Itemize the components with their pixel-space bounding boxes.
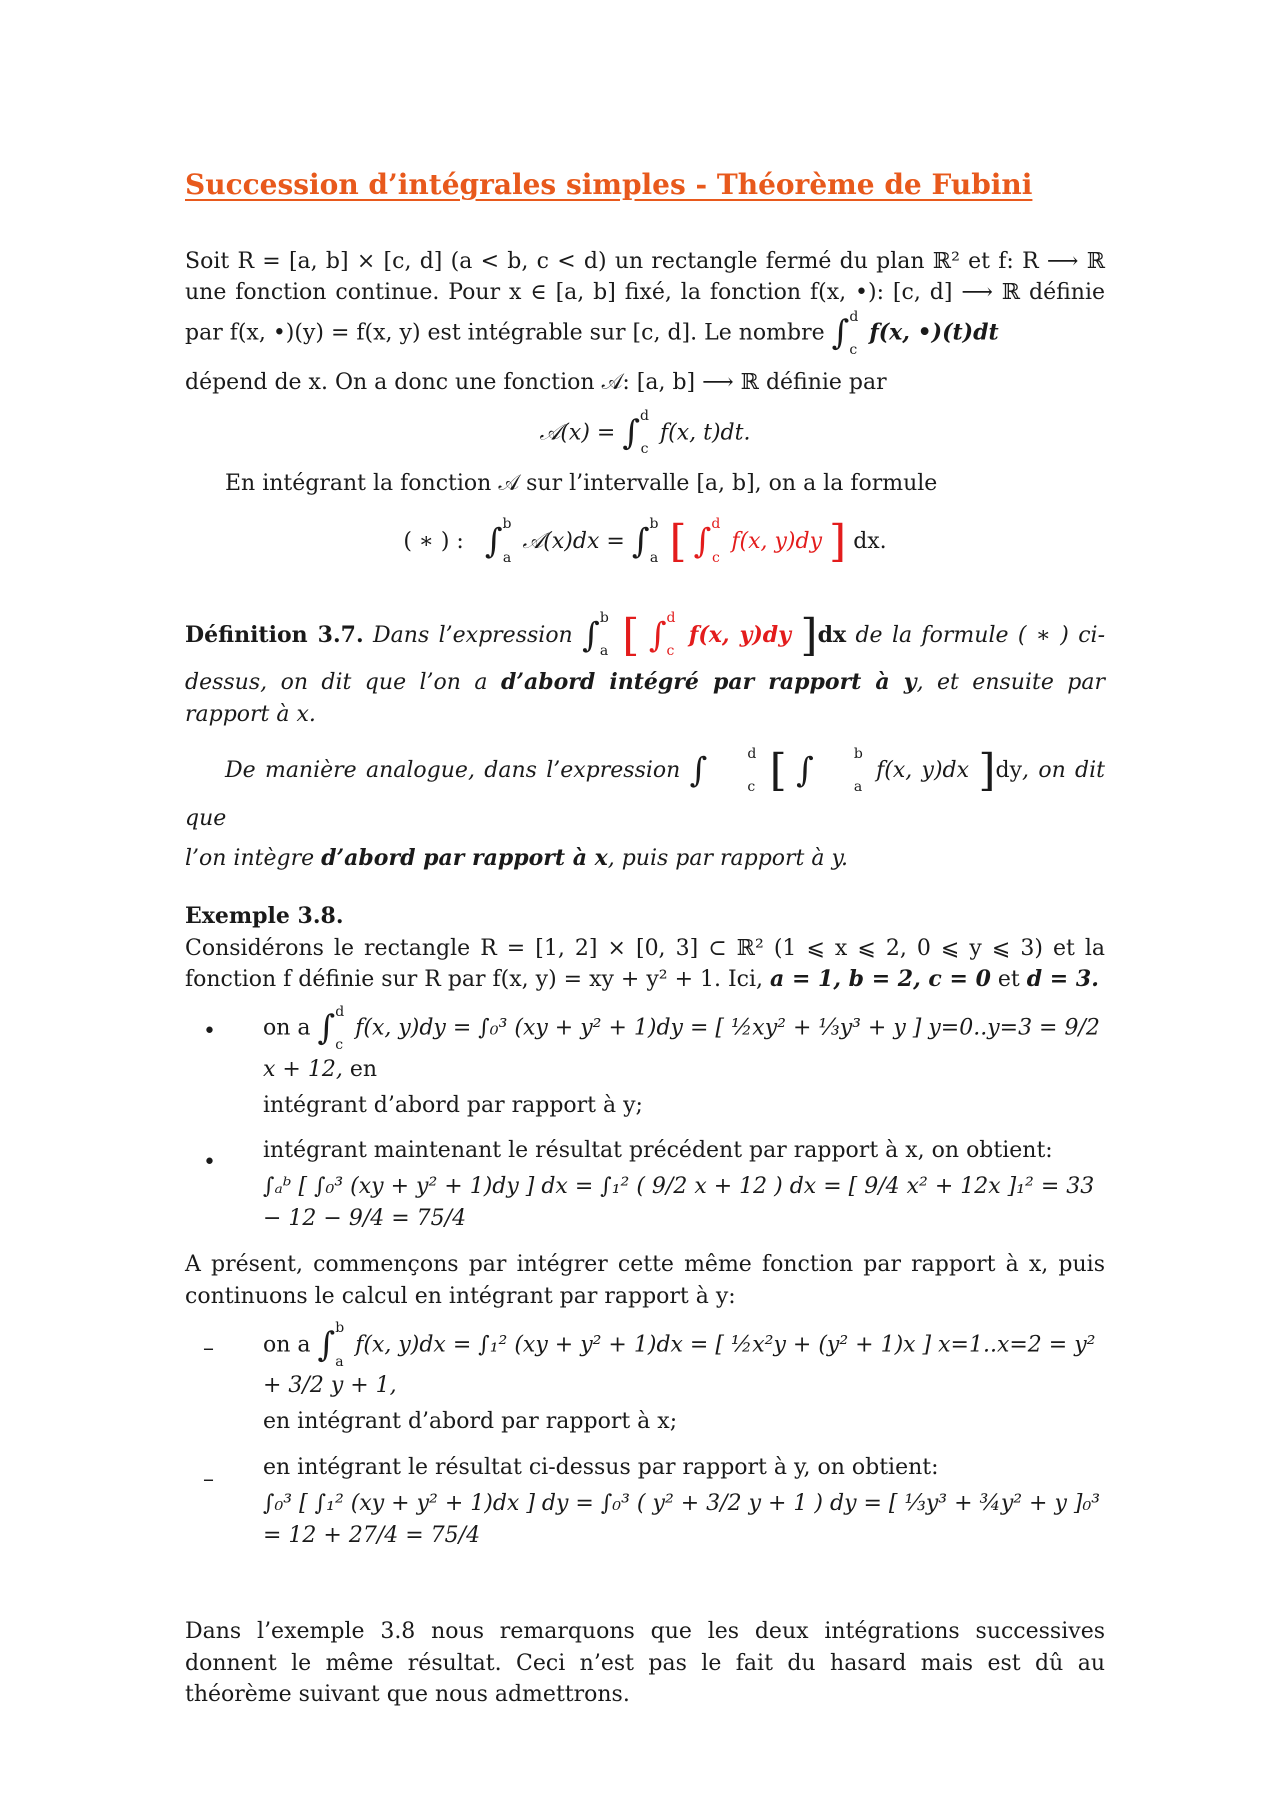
list-item: • intégrant maintenant le résultat précédent par rapport à x, on obtient: ∫ₐᵇ [ ∫₀³ (xy + y² + 1)dy ] dx = ∫₁² ( 9/2 x + 12 ) dx = [ 9/4 x² + 12x ]₁² = 33 − 12 − 9/4 = 75/4 — [203, 1138, 1095, 1232]
intro-integrand: f(x, •)(t)dt — [869, 320, 999, 347]
formula-star: ( ∗ ) : ∫ b a 𝒜(x)dx = ∫ b a [ ∫ d c f(x, y)dy ] dx. — [403, 515, 887, 567]
intro-paragraph — [185, 246, 1105, 359]
document-page — [185, 150, 1105, 1719]
list-item: – on a ∫ b a f(x, y)dx = ∫₁² (xy + y² + 1)dx = [ ½x²y + (y² + 1)x ] x=1..x=2 = y² + 3/2 y + 1, en intégrant d’abord par rapport à x; — [203, 1320, 1096, 1435]
conclusion-paragraph: Dans l’exemple 3.8 nous remarquons que les deux intégrations successives donnent le même résultat. Ceci n’est pas le fait du hasard mais est dû au théorème suivant que nous admettrons. — [185, 1618, 1105, 1708]
definition-title: Définition 3.7. — [185, 621, 364, 648]
integral-limits: d c — [849, 308, 859, 359]
definition-block-3: l’on intègre d’abord par rapport à x, puis par rapport à y. — [185, 844, 849, 871]
intro-paragraph-2: dépend de x. On a donc une fonction 𝒜: [a, b] ⟶ ℝ définie par — [185, 369, 887, 395]
example-paragraph-2: A présent, commençons par intégrer cette même fonction par rapport à x, puis continuons le calcul en intégrant par rapport à y: — [185, 1252, 1105, 1310]
dash-icon: – — [203, 1466, 214, 1492]
list-item: – en intégrant le résultat ci-dessus par rapport à y, on obtient: ∫₀³ [ ∫₁² (xy + y² + 1)dx ] dy = ∫₀³ ( y² + 3/2 y + 1 ) dy = [ ⅓y³ + ¾y² + y ]₀³ = 12 + 27/4 = 75/4 — [203, 1454, 1101, 1548]
star-inner: f(x, y)dy — [731, 528, 823, 554]
definition-block: Définition 3.7. Dans l’expression ∫ b a [ ∫ d c f(x, y)dy ]dx de la formule ( ∗ ) ci-dessus, on dit que l’on a d’abord intégré par rapport à y, et ensuite par rapport à x. — [185, 609, 1106, 728]
example-paragraph: Considérons le rectangle R = [1, 2] × [0, 3] ⊂ ℝ² (1 ⩽ x ⩽ 2, 0 ⩽ y ⩽ 3) et la fonction f définie sur R par f(x, y) = xy + y² + 1. Ici, a = 1, b = 2, c = 0 et d = 3. — [185, 935, 1105, 993]
list-item: • on a ∫ d c f(x, y)dy = ∫₀³ (xy + y² + 1)dy = [ ½xy² + ⅓y³ + y ] y=0..y=3 = 9/2 x + 12, en intégrant d’abord par rapport à y; — [203, 1003, 1100, 1118]
section-title: Succession d’intégrales simples - Théorème de Fubini — [185, 168, 1033, 201]
example-list-1 — [185, 1004, 1105, 1235]
intro-text-1: Soit R = [a, b] × [c, d] (a < b, c < d) un rectangle fermé du plan ℝ² et f: R ⟶ ℝ une fonction continue. Pour x ∈ [a, b] fixé, la fonction f(x, •): [c, d] ⟶ ℝ définie par f(x, •)(y) = f(x, y) est intégrable sur [c, d]. Le nombre — [185, 248, 1105, 347]
formula-A: 𝒜(x) = ∫ d c f(x, t)dt. — [539, 407, 751, 458]
bullet-icon: • — [203, 1150, 216, 1176]
example-list-2 — [185, 1321, 1105, 1552]
definition-block-2: De manière analogue, dans l’expression ∫ d c [ ∫ b a f(x, y)dx ]dy, on dit que — [185, 745, 1106, 831]
dash-icon: – — [203, 1335, 214, 1361]
integral-symbol: ∫ — [831, 313, 850, 354]
example-title: Exemple 3.8. — [185, 902, 344, 929]
intro-paragraph-3: En intégrant la fonction 𝒜 sur l’intervalle [a, b], on a la formule — [225, 470, 938, 496]
bullet-icon: • — [203, 1019, 216, 1045]
